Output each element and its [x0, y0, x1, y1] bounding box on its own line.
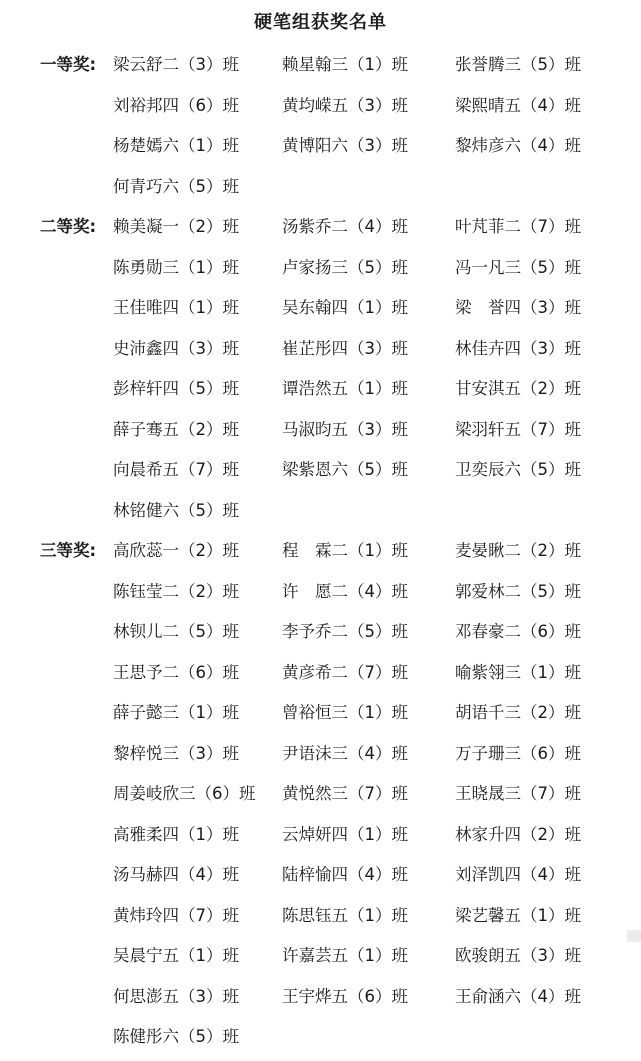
winner-entry: 黎炜彦六（4）班 — [455, 136, 581, 155]
page-title: 硬笔组获奖名单 — [254, 12, 387, 33]
award-row — [0, 862, 641, 888]
winner-entry: 黄炜玲四（7）班 — [113, 906, 239, 925]
award-row — [0, 822, 641, 848]
winner-entry: 陈健彤六（5）班 — [113, 1027, 239, 1046]
winner-entry: 陈勇勋三（1）班 — [113, 258, 239, 277]
winner-entry: 王宇烨五（6）班 — [282, 987, 408, 1006]
winner-entry: 张誉腾三（5）班 — [455, 55, 581, 74]
winner-entry: 史沛鑫四（3）班 — [113, 339, 239, 358]
winner-entry: 薛子骞五（2）班 — [113, 420, 239, 439]
winner-entry: 欧骏朗五（3）班 — [455, 946, 581, 965]
winner-entry: 黄均嵘五（3）班 — [282, 96, 408, 115]
winner-entry: 卢家扬三（5）班 — [282, 258, 408, 277]
winner-entry: 麦晏瞅二（2）班 — [455, 541, 581, 560]
winner-entry: 周姜岐欣三（6）班 — [113, 784, 256, 803]
winner-entry: 汤紫乔二（4）班 — [282, 217, 408, 236]
winner-entry: 何青巧六（5）班 — [113, 177, 239, 196]
award-row — [0, 579, 641, 605]
winner-entry: 程 霖二（1）班 — [282, 541, 408, 560]
winner-entry: 梁艺馨五（1）班 — [455, 906, 581, 925]
winner-entry: 彭梓轩四（5）班 — [113, 379, 239, 398]
winner-entry: 高欣蕊一（2）班 — [113, 541, 239, 560]
winner-entry: 万子珊三（6）班 — [455, 744, 581, 763]
winner-entry: 黎梓悦三（3）班 — [113, 744, 239, 763]
winner-entry: 许嘉芸五（1）班 — [282, 946, 408, 965]
winner-entry: 梁云舒二（3）班 — [113, 55, 239, 74]
award-row — [0, 417, 641, 443]
winner-entry: 向晨希五（7）班 — [113, 460, 239, 479]
winner-entry: 何思澎五（3）班 — [113, 987, 239, 1006]
winner-entry: 胡语千三（2）班 — [455, 703, 581, 722]
winner-entry: 喻紫翎三（1）班 — [455, 663, 581, 682]
winner-entry: 薛子懿三（1）班 — [113, 703, 239, 722]
winner-entry: 林铭健六（5）班 — [113, 501, 239, 520]
award-row — [0, 174, 641, 200]
award-row — [0, 903, 641, 929]
winner-entry: 杨楚嫣六（1）班 — [113, 136, 239, 155]
winner-entry: 黄悦然三（7）班 — [282, 784, 408, 803]
winner-entry: 马淑昀五（3）班 — [282, 420, 408, 439]
award-row — [0, 214, 641, 240]
winner-entry: 尹语沫三（4）班 — [282, 744, 408, 763]
winner-entry: 卫奕辰六（5）班 — [455, 460, 581, 479]
award-row — [0, 255, 641, 281]
winner-entry: 梁熙晴五（4）班 — [455, 96, 581, 115]
winner-entry: 许 愿二（4）班 — [282, 582, 408, 601]
winner-entry: 甘安淇五（2）班 — [455, 379, 581, 398]
winner-entry: 梁羽轩五（7）班 — [455, 420, 581, 439]
award-row — [0, 619, 641, 645]
winner-entry: 高雅柔四（1）班 — [113, 825, 239, 844]
award-row — [0, 700, 641, 726]
winner-entry: 刘裕邦四（6）班 — [113, 96, 239, 115]
award-row — [0, 660, 641, 686]
winner-entry: 王俞涵六（4）班 — [455, 987, 581, 1006]
winner-entry: 汤马赫四（4）班 — [113, 865, 239, 884]
winner-entry: 梁紫恩六（5）班 — [282, 460, 408, 479]
award-row — [0, 93, 641, 119]
winner-entry: 林钡儿二（5）班 — [113, 622, 239, 641]
winner-entry: 邓春豪二（6）班 — [455, 622, 581, 641]
award-row — [0, 336, 641, 362]
scroll-edge-marker — [627, 930, 641, 942]
winner-entry: 王思予二（6）班 — [113, 663, 239, 682]
winner-entry: 吴晨宁五（1）班 — [113, 946, 239, 965]
award-level-label: 二等奖: — [40, 217, 97, 236]
award-row — [0, 52, 641, 78]
winner-entry: 李予乔二（5）班 — [282, 622, 408, 641]
award-row — [0, 376, 641, 402]
winner-entry: 陈思钰五（1）班 — [282, 906, 408, 925]
award-row — [0, 538, 641, 564]
winner-entry: 陆梓愉四（4）班 — [282, 865, 408, 884]
winner-entry: 冯一凡三（5）班 — [455, 258, 581, 277]
winner-entry: 黄博阳六（3）班 — [282, 136, 408, 155]
winner-entry: 陈钰莹二（2）班 — [113, 582, 239, 601]
winner-entry: 梁 誉四（3）班 — [455, 298, 581, 317]
winner-entry: 赖美凝一（2）班 — [113, 217, 239, 236]
award-row — [0, 133, 641, 159]
winner-entry: 云焯妍四（1）班 — [282, 825, 408, 844]
winner-entry: 崔芷彤四（3）班 — [282, 339, 408, 358]
award-row — [0, 943, 641, 969]
winner-entry: 黄彦希二（7）班 — [282, 663, 408, 682]
winner-entry: 刘泽凯四（4）班 — [455, 865, 581, 884]
winner-entry: 谭浩然五（1）班 — [282, 379, 408, 398]
award-level-label: 三等奖: — [40, 541, 97, 560]
winner-entry: 王晓晟三（7）班 — [455, 784, 581, 803]
award-row — [0, 1024, 641, 1050]
winner-entry: 郭爱林二（5）班 — [455, 582, 581, 601]
winner-entry: 曾裕恒三（1）班 — [282, 703, 408, 722]
winner-entry: 叶芃菲二（7）班 — [455, 217, 581, 236]
award-row — [0, 781, 641, 807]
winner-entry: 赖星翰三（1）班 — [282, 55, 408, 74]
winner-entry: 林佳卉四（3）班 — [455, 339, 581, 358]
award-row — [0, 457, 641, 483]
award-row — [0, 741, 641, 767]
award-row — [0, 984, 641, 1010]
award-level-label: 一等奖: — [40, 55, 97, 74]
award-row — [0, 498, 641, 524]
winner-entry: 林家升四（2）班 — [455, 825, 581, 844]
winner-entry: 王佳唯四（1）班 — [113, 298, 239, 317]
award-row — [0, 295, 641, 321]
winner-entry: 吴东翰四（1）班 — [282, 298, 408, 317]
